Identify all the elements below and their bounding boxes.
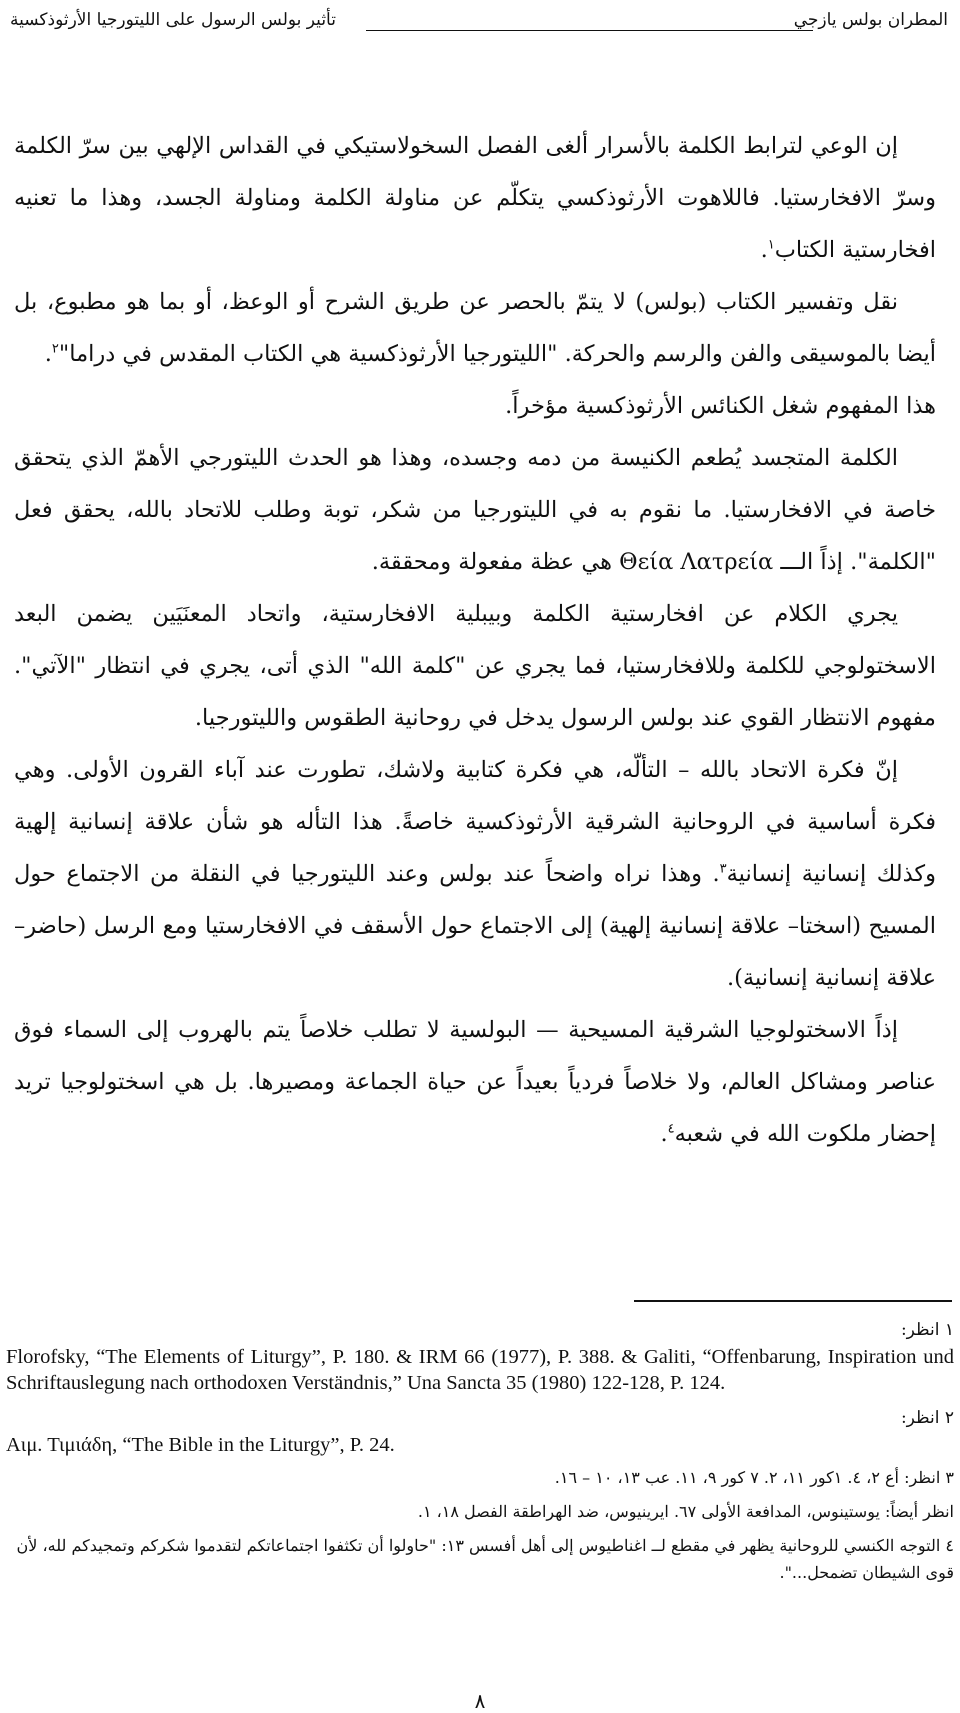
article-body [14, 120, 936, 1160]
paragraph-1-text: إن الوعي لترابط الكلمة بالأسرار ألغى الفصل السخولاستيكي في القداس الإلهي بين سرّ الكلمة وسرّ الافخارستيا. فاللاهوت الأرثوذكسي يتكلّم عن مناولة الكلمة ومناولة الجسد، وهذا ما تعنيه افخارستية الكتاب [14, 133, 936, 263]
paragraph-4-text: الكلمة المتجسد يُطعم الكنيسة من دمه وجسده، وهذا هو الحدث الليتورجي الأهمّ الذي يتحقق خاصة في الافخارستيا. ما نقوم به في الليتورجيا من شكر، توبة وطلب للاتحاد بالله، يحقق فعل "الكلمة". إذاً الـــ [14, 445, 936, 575]
paragraph-2 [14, 276, 936, 380]
footnote-3-text: ٣ انظر: أع ٢، ٤. ١كور ١١، ٢. ٧ كور ٩، ١١. عب ١٣، ١٠ – ١٦. [554, 1468, 954, 1487]
paragraph-6-end: . وهذا نراه واضحاً عند بولس وعند الليتورجيا في النقلة من الاجتماع حول المسيح (اسختا– علاقة إنسانية إلهية) إلى الاجتماع حول الأسقف في الافخارستيا ومع الرسل (حاضر– علاقة إنسانية إنسانية). [14, 861, 936, 991]
footnote-2-text: Αιμ. Τιμιάδη, “The Bible in the Liturgy”, P. 24. [6, 1434, 395, 1456]
paragraph-7-end: . [660, 1121, 668, 1147]
paragraph-6 [14, 744, 936, 1004]
footnote-ref-3: ٣ [719, 861, 727, 877]
footnote-2-label: ٢ انظر: [900, 1408, 954, 1428]
paragraph-4 [14, 432, 936, 588]
header-rule [366, 30, 813, 31]
paragraph-5: يجري الكلام عن افخارستية الكلمة وبيبلية الافخارستية، واتحاد المعنَيَين يضمن البعد الاسختولوجي للكلمة وللافخارستيا، فما يجري عن "كلمة الله" الذي أتى، يجري في انتظار "الآتي". مفهوم الانتظار القوي عند بولس الرسول يدخل في روحانية الطقوس والليتورجيا. [14, 601, 936, 731]
paragraph-2-text: نقل وتفسير الكتاب (بولس) لا يتمّ بالحصر عن طريق الشرح أو الوعظ، أو بما هو مطبوع، بل أيضا بالموسيقى والفن والرسم والحركة. "الليتورجيا الأرثوذكسية هي الكتاب المقدس في دراما" [14, 289, 936, 367]
paragraph-4-end: هي عظة مفعولة ومحققة. [371, 549, 612, 575]
running-header [10, 10, 948, 36]
paragraph-6-text: إنّ فكرة الاتحاد بالله – التألّه، هي فكرة كتابية ولاشك، تطورت عند آباء القرون الأولى. وهي فكرة أساسية في الروحانية الشرقية الأرثوذكسية خاصةً. هذا التأله هو شأن علاقة إنسانية إلهية وكذلك إنسانية إنسانية [14, 757, 936, 887]
footnotes [6, 1318, 954, 1586]
paragraph-2-end: . [44, 341, 52, 367]
footnote-1-text: Florofsky, “The Elements of Liturgy”, P. 180. & IRM 66 (1977), P. 388. & Galiti, “Offenbarung, Inspiration und Schriftauslegung nach orthodoxen Verständnis,” Una Sancta 35 (1980) 122-128, P. 124. [6, 1346, 954, 1394]
footnote-ref-4: ٤ [667, 1121, 675, 1137]
paragraph-7-text: إذاً الاسختولوجيا الشرقية المسيحية — البولسية لا تطلب خلاصاً يتم بالهروب إلى السماء فوق عناصر ومشاكل العالم، ولا خلاصاً فردياً بعيداً عن حياة الجماعة ومصيرها. بل هي اسختولوجيا تريد إحضار ملكوت الله في شعبه [14, 1017, 936, 1147]
footnote-1-label: ١ انظر: [900, 1320, 954, 1340]
footnote-separator [634, 1300, 952, 1302]
footnote-ref-2: ٢ [51, 341, 59, 357]
page-number: ٨ [474, 1689, 486, 1713]
header-title: تأثير بولس الرسول على الليتورجيا الأرثوذكسية [10, 10, 336, 30]
header-author: المطران بولس يازجي [793, 10, 948, 30]
paragraph-7 [14, 1004, 936, 1160]
footnote-4-text: ٤ التوجه الكنسي للروحانية يظهر في مقطع لــ اغناطيوس إلى أهل أفسس ١٣: "حاولوا أن تكثفوا اجتماعاتكم لتقدموا شكركم وتمجيدكم لله، لأن قوى الشيطان تضمحل...". [16, 1536, 954, 1582]
paragraph-3: هذا المفهوم شغل الكنائس الأرثوذكسية مؤخراً. [505, 393, 936, 419]
paragraph-1 [14, 120, 936, 276]
footnote-3-more: انظر أيضاً: يوستينوس، المدافعة الأولى ٦٧. ايرينيوس، ضد الهراطقة الفصل ١٨، ١. [417, 1502, 954, 1521]
greek-term: Θεία Λατρεία [619, 549, 774, 575]
footnote-ref-1: ١ [767, 237, 775, 253]
paragraph-1-end: . [760, 237, 768, 263]
